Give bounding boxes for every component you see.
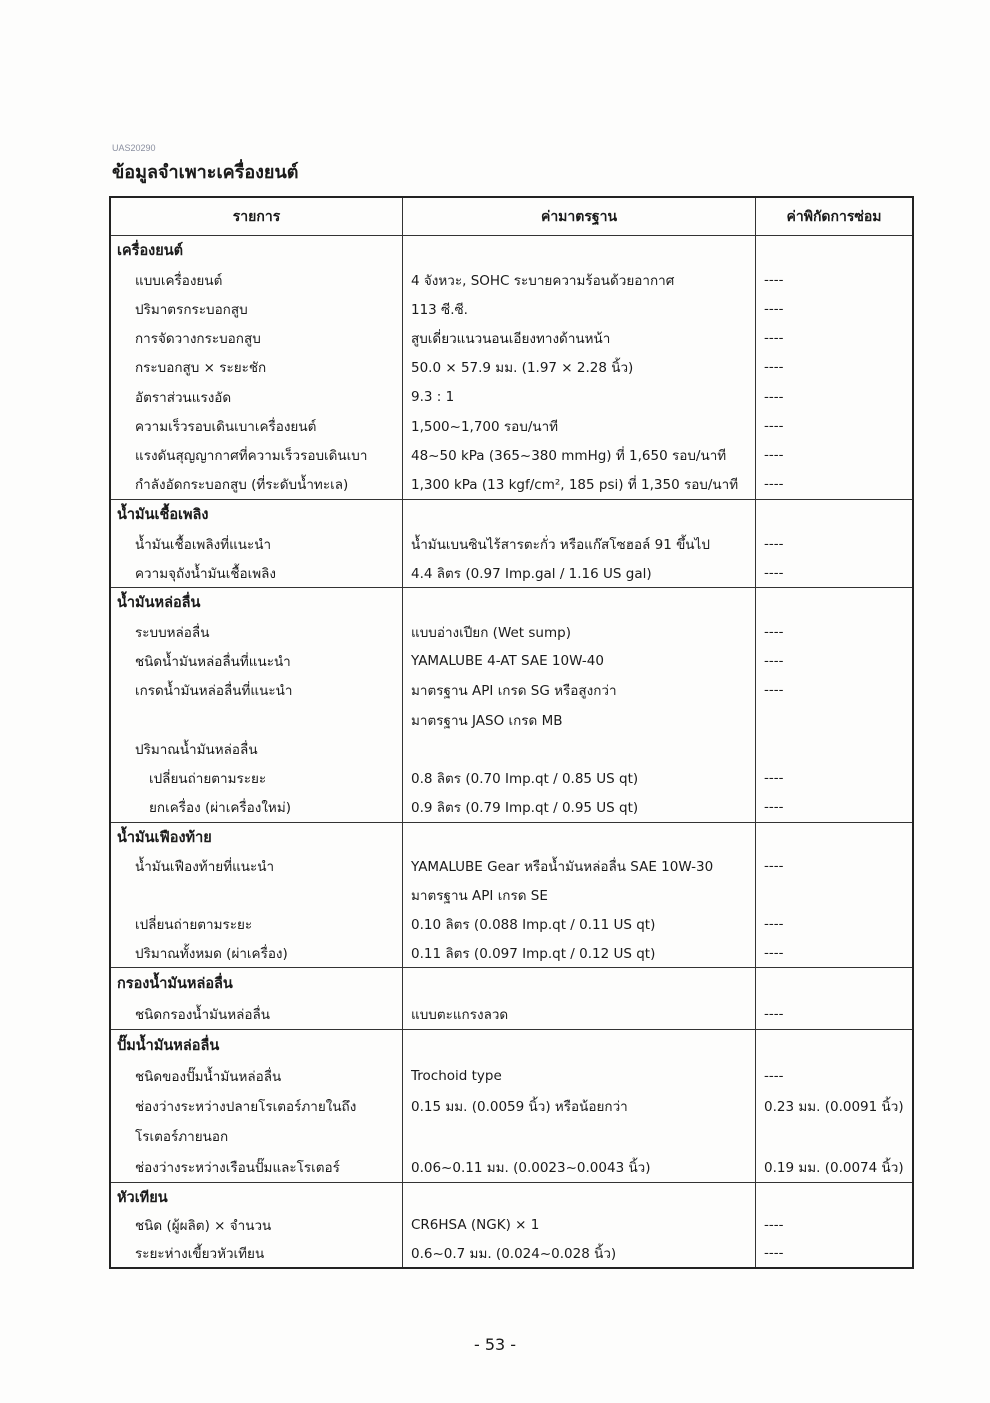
item-cell: ช่องว่างระหว่างเรือนปั๊มและโรเตอร์ (111, 1152, 403, 1182)
item-cell: เกรดน้ำมันหล่อลื่นที่แนะนำ (111, 676, 403, 705)
standard-cell: Trochoid type (403, 1060, 756, 1090)
table-body (111, 236, 912, 1267)
empty-cell (403, 588, 756, 617)
table-row (111, 558, 912, 587)
limit-cell (756, 1121, 912, 1151)
limit-cell: ---- (764, 476, 784, 493)
section-title-row (111, 1030, 912, 1060)
limit-cell: ---- (764, 388, 784, 405)
item-cell: แบบเครื่องยนต์ (111, 265, 403, 294)
empty-cell (756, 500, 912, 529)
table-row (111, 881, 912, 910)
table-row (111, 734, 912, 763)
header-limit: ค่าพิกัดการซ่อม (786, 208, 882, 225)
item-cell: ยกเครื่อง (ผ่าเครื่องใหม่) (111, 793, 403, 822)
section-title-row (111, 588, 912, 617)
item-cell: ปริมาตรกระบอกสูบ (111, 294, 403, 323)
limit-cell: 0.23 มม. (0.0091 นิ้ว) (764, 1099, 904, 1116)
section-title: น้ำมันเฟืองท้าย (111, 823, 403, 852)
table-row (111, 265, 912, 294)
limit-cell: ---- (764, 417, 784, 434)
limit-cell: ---- (764, 1067, 784, 1084)
table-row (111, 324, 912, 353)
standard-cell: 0.15 มม. (0.0059 นิ้ว) หรือน้อยกว่า (403, 1091, 756, 1121)
limit-cell: ---- (764, 535, 784, 552)
empty-cell (403, 236, 756, 265)
table-section (111, 1030, 912, 1183)
table-row (111, 441, 912, 470)
table-row (111, 294, 912, 323)
table-row (111, 617, 912, 646)
table-row (111, 411, 912, 440)
table-section (111, 1183, 912, 1267)
table-row (111, 852, 912, 881)
table-section (111, 823, 912, 968)
standard-cell: 9.3 : 1 (403, 382, 756, 411)
standard-cell: แบบอ่างเปียก (Wet sump) (403, 617, 756, 646)
item-cell: ความจุถังน้ำมันเชื้อเพลิง (111, 558, 403, 587)
standard-cell: 4.4 ลิตร (0.97 Imp.gal / 1.16 US gal) (403, 558, 756, 587)
standard-cell: YAMALUBE 4-AT SAE 10W-40 (403, 647, 756, 676)
table-row (111, 938, 912, 967)
item-cell: อัตราส่วนแรงอัด (111, 382, 403, 411)
standard-cell: 0.6~0.7 มม. (0.024~0.028 นิ้ว) (403, 1239, 756, 1267)
limit-cell: ---- (764, 1005, 784, 1022)
table-section (111, 500, 912, 588)
empty-cell (403, 1030, 756, 1060)
table-row (111, 1239, 912, 1267)
section-title: กรองน้ำมันหล่อลื่น (111, 968, 403, 999)
standard-cell: 0.9 ลิตร (0.79 Imp.qt / 0.95 US qt) (403, 793, 756, 822)
page-title: ข้อมูลจำเพาะเครื่องยนต์ (112, 162, 299, 183)
standard-cell: 48~50 kPa (365~380 mmHg) ที่ 1,650 รอบ/นาที (403, 441, 756, 470)
empty-cell (756, 588, 912, 617)
item-cell: ระยะห่างเขี้ยวหัวเทียน (111, 1239, 403, 1267)
item-cell: กระบอกสูบ × ระยะชัก (111, 353, 403, 382)
table-row (111, 676, 912, 705)
section-title: เครื่องยนต์ (111, 236, 403, 265)
limit-cell: ---- (764, 858, 784, 875)
table-section (111, 588, 912, 823)
limit-cell: ---- (764, 799, 784, 816)
item-cell: ชนิดกรองน้ำมันหล่อลื่น (111, 999, 403, 1030)
empty-cell (756, 1030, 912, 1060)
standard-cell: 0.10 ลิตร (0.088 Imp.qt / 0.11 US qt) (403, 909, 756, 938)
standard-cell: มาตรฐาน JASO เกรด MB (403, 705, 756, 734)
table-row (111, 1091, 912, 1121)
empty-cell (756, 968, 912, 999)
standard-cell: 1,500~1,700 รอบ/นาที (403, 411, 756, 440)
table-row (111, 647, 912, 676)
limit-cell: ---- (764, 1217, 784, 1233)
item-cell: น้ำมันเฟืองท้ายที่แนะนำ (111, 852, 403, 881)
empty-cell (403, 500, 756, 529)
limit-cell: ---- (764, 653, 784, 670)
limit-cell: ---- (764, 770, 784, 787)
limit-cell: ---- (764, 447, 784, 464)
standard-cell: มาตรฐาน API เกรด SG หรือสูงกว่า (403, 676, 756, 705)
standard-cell (403, 734, 756, 763)
item-cell: เปลี่ยนถ่ายตามระยะ (111, 909, 403, 938)
limit-cell (756, 705, 912, 734)
item-cell: ปริมาณน้ำมันหล่อลื่น (111, 734, 403, 763)
table-row (111, 382, 912, 411)
section-title: หัวเทียน (111, 1183, 403, 1211)
section-title-row (111, 968, 912, 999)
page-number: - 53 - (473, 1335, 517, 1354)
item-cell: แรงดันสุญญากาศที่ความเร็วรอบเดินเบา (111, 441, 403, 470)
limit-cell: ---- (764, 1245, 784, 1261)
item-cell: ความเร็วรอบเดินเบาเครื่องยนต์ (111, 411, 403, 440)
table-row (111, 1121, 912, 1151)
table-section (111, 968, 912, 1030)
document-code: UAS20290 (112, 143, 156, 153)
section-title-row (111, 823, 912, 852)
limit-cell: ---- (764, 623, 784, 640)
table-row (111, 999, 912, 1030)
standard-cell: YAMALUBE Gear หรือน้ำมันหล่อลื่น SAE 10W-30 (403, 852, 756, 881)
section-title-row (111, 1183, 912, 1211)
limit-cell: 0.19 มม. (0.0074 นิ้ว) (764, 1159, 904, 1176)
standard-cell: 50.0 × 57.9 มม. (1.97 × 2.28 นิ้ว) (403, 353, 756, 382)
limit-cell: ---- (764, 330, 784, 347)
limit-cell: ---- (764, 301, 784, 318)
item-cell: เปลี่ยนถ่ายตามระยะ (111, 764, 403, 793)
limit-cell: ---- (764, 271, 784, 288)
standard-cell: แบบตะแกรงลวด (403, 999, 756, 1030)
spec-table (109, 196, 914, 1269)
standard-cell: 113 ซี.ซี. (403, 294, 756, 323)
table-row (111, 909, 912, 938)
table-row (111, 529, 912, 558)
header-standard: ค่ามาตรฐาน (403, 198, 756, 235)
table-row (111, 1211, 912, 1239)
standard-cell: 1,300 kPa (13 kgf/cm², 185 psi) ที่ 1,350 รอบ/นาที (403, 470, 756, 499)
empty-cell (403, 968, 756, 999)
item-cell: กำลังอัดกระบอกสูบ (ที่ระดับน้ำทะเล) (111, 470, 403, 499)
limit-cell (756, 881, 912, 910)
table-header (111, 198, 912, 236)
item-cell (111, 881, 403, 910)
limit-cell (756, 734, 912, 763)
empty-cell (403, 1183, 756, 1211)
empty-cell (756, 823, 912, 852)
table-row (111, 353, 912, 382)
item-cell: ช่องว่างระหว่างปลายโรเตอร์ภายในถึง (111, 1091, 403, 1121)
limit-cell: ---- (764, 915, 784, 932)
section-title: น้ำมันหล่อลื่น (111, 588, 403, 617)
item-cell: โรเตอร์ภายนอก (111, 1121, 403, 1151)
limit-cell: ---- (764, 682, 784, 699)
standard-cell: 0.11 ลิตร (0.097 Imp.qt / 0.12 US qt) (403, 938, 756, 967)
standard-cell: สูบเดี่ยวแนวนอนเอียงทางด้านหน้า (403, 324, 756, 353)
section-title: น้ำมันเชื้อเพลิง (111, 500, 403, 529)
standard-cell: CR6HSA (NGK) × 1 (403, 1211, 756, 1239)
standard-cell: 4 จังหวะ, SOHC ระบายความร้อนด้วยอากาศ (403, 265, 756, 294)
standard-cell: 0.8 ลิตร (0.70 Imp.qt / 0.85 US qt) (403, 764, 756, 793)
section-title-row (111, 500, 912, 529)
item-cell: การจัดวางกระบอกสูบ (111, 324, 403, 353)
section-title-row (111, 236, 912, 265)
limit-cell: ---- (764, 944, 784, 961)
item-cell: ปริมาณทั้งหมด (ผ่าเครื่อง) (111, 938, 403, 967)
table-row (111, 793, 912, 822)
limit-cell: ---- (764, 359, 784, 376)
limit-cell: ---- (764, 564, 784, 581)
item-cell: ระบบหล่อลื่น (111, 617, 403, 646)
table-row (111, 705, 912, 734)
standard-cell: น้ำมันเบนซินไร้สารตะกั่ว หรือแก๊สโซฮอล์ 91 ขึ้นไป (403, 529, 756, 558)
table-section (111, 236, 912, 500)
header-item: รายการ (111, 198, 403, 235)
standard-cell (403, 1121, 756, 1151)
table-row (111, 470, 912, 499)
item-cell: ชนิดของปั๊มน้ำมันหล่อลื่น (111, 1060, 403, 1090)
empty-cell (756, 1183, 912, 1211)
standard-cell: 0.06~0.11 มม. (0.0023~0.0043 นิ้ว) (403, 1152, 756, 1182)
table-row (111, 764, 912, 793)
item-cell (111, 705, 403, 734)
item-cell: ชนิดน้ำมันหล่อลื่นที่แนะนำ (111, 647, 403, 676)
table-row (111, 1152, 912, 1182)
section-title: ปั๊มน้ำมันหล่อลื่น (111, 1030, 403, 1060)
table-row (111, 1060, 912, 1090)
item-cell: ชนิด (ผู้ผลิต) × จำนวน (111, 1211, 403, 1239)
empty-cell (756, 236, 912, 265)
empty-cell (403, 823, 756, 852)
standard-cell: มาตรฐาน API เกรด SE (403, 881, 756, 910)
item-cell: น้ำมันเชื้อเพลิงที่แนะนำ (111, 529, 403, 558)
